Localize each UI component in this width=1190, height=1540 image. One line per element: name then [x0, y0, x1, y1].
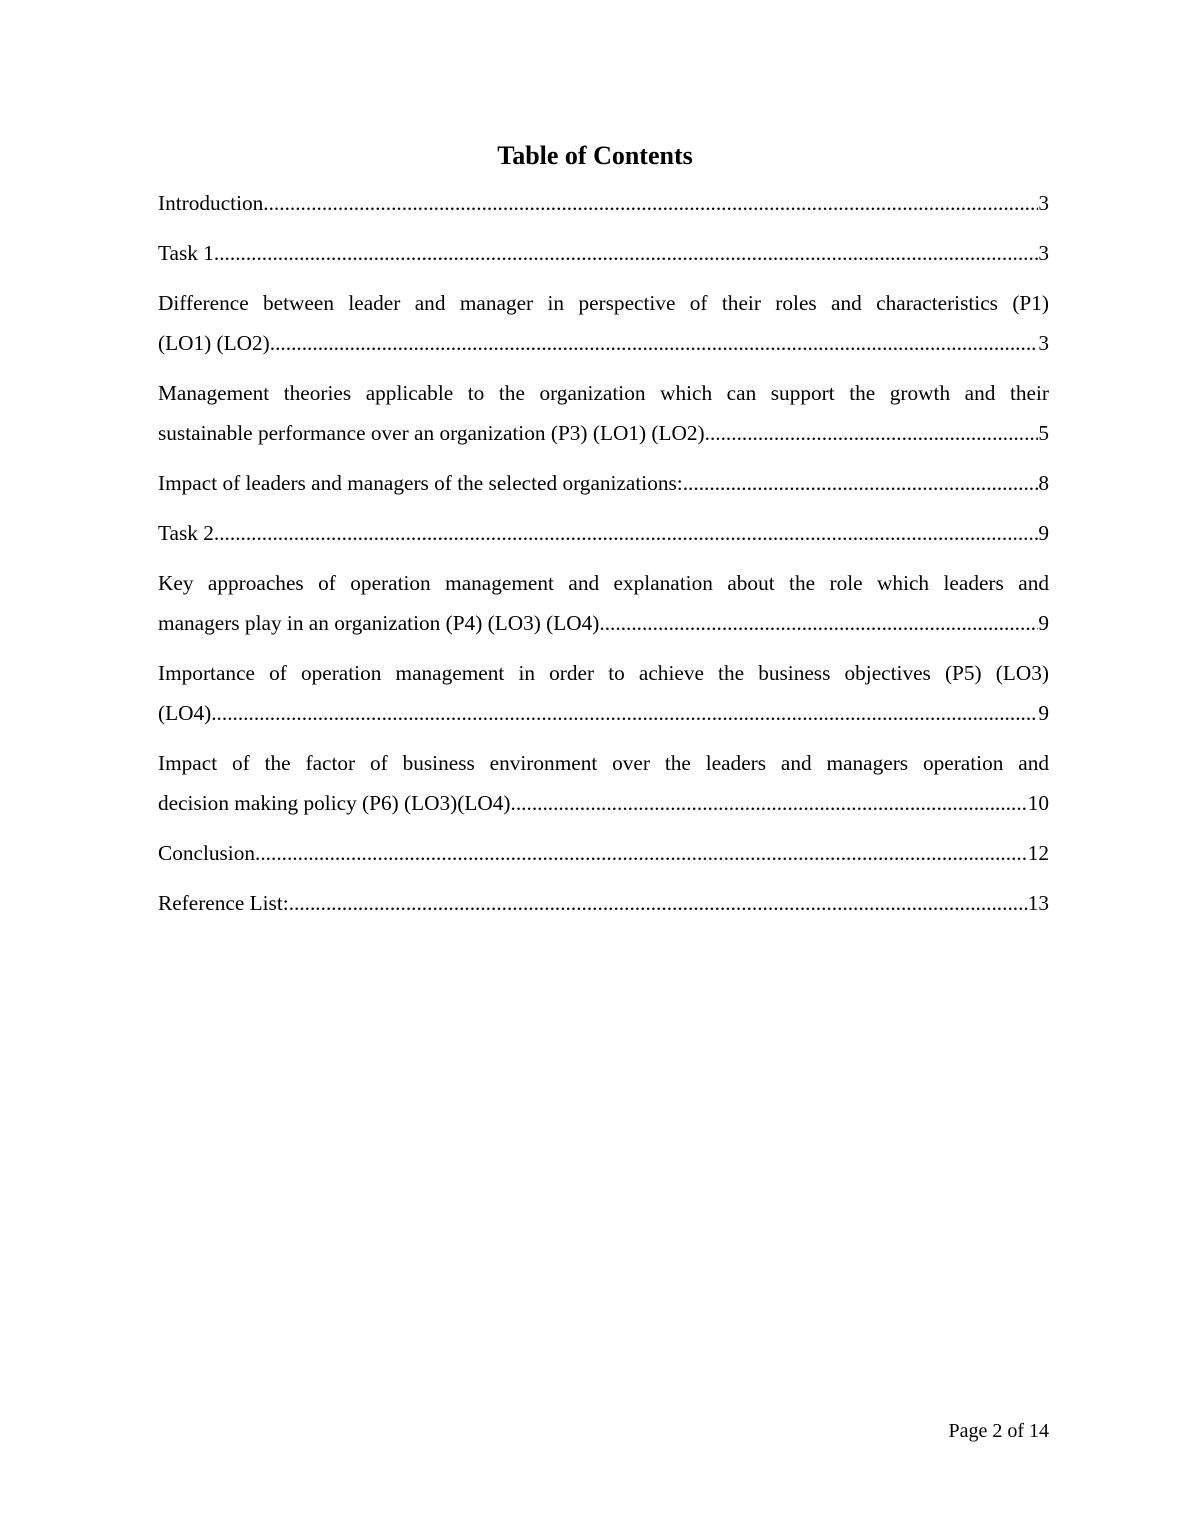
- toc-entry-label: managers play in an organization (P4) (LO3) (LO4): [158, 611, 600, 635]
- toc-entry-line: [158, 413, 1049, 453]
- toc-page-number: 10: [1027, 791, 1049, 815]
- toc-entry-task-1[interactable]: [158, 233, 1049, 273]
- toc-page-number: 12: [1027, 841, 1049, 865]
- toc-entry-line: Importance of operation management in order to achieve the business objectives (P5) (LO3): [158, 661, 1049, 685]
- toc-page-number: 9: [1038, 611, 1049, 635]
- toc-dot-leader: [255, 833, 1028, 873]
- toc-entry-line: [158, 783, 1049, 823]
- toc-page-number: 3: [1038, 331, 1049, 355]
- toc-entry-line: [158, 183, 1049, 223]
- toc-page-number: 3: [1038, 191, 1049, 215]
- toc-entry-line: [158, 693, 1049, 733]
- toc-page-number: 3: [1038, 241, 1049, 265]
- toc-entry-business-environment[interactable]: [158, 743, 1049, 823]
- toc-entry-management-theories[interactable]: [158, 373, 1049, 453]
- toc-entry-impact-of-leaders[interactable]: [158, 463, 1049, 503]
- toc-entry-label: Conclusion: [158, 841, 256, 865]
- toc-entry-reference-list[interactable]: [158, 883, 1049, 923]
- toc-dot-leader: [214, 513, 1038, 553]
- toc-entry-line: Management theories applicable to the organization which can support the growth and their: [158, 381, 1049, 405]
- toc-entry-label: decision making policy (P6) (LO3)(LO4): [158, 791, 511, 815]
- toc-page-number: 8: [1038, 471, 1049, 495]
- toc-entry-label: (LO1) (LO2): [158, 331, 270, 355]
- toc-entry-leader-vs-manager[interactable]: [158, 283, 1049, 363]
- toc-entry-conclusion[interactable]: [158, 833, 1049, 873]
- toc-entry-line: [158, 233, 1049, 273]
- toc-entry-introduction[interactable]: [158, 183, 1049, 223]
- toc-entry-line: [158, 833, 1049, 873]
- toc-entry-label: Impact of leaders and managers of the selected organizations:: [158, 471, 683, 495]
- toc-dot-leader: [289, 883, 1028, 923]
- page-number-footer: Page 2 of 14: [948, 1420, 1049, 1442]
- toc-dot-leader: [263, 183, 1038, 223]
- toc-dot-leader: [270, 323, 1039, 363]
- toc-page-number: 13: [1027, 891, 1049, 915]
- toc-entry-label: sustainable performance over an organization (P3) (LO1) (LO2): [158, 421, 705, 445]
- toc-entry-label: Task 2: [158, 521, 214, 545]
- toc-entry-line: [158, 513, 1049, 553]
- toc-entry-line: [158, 323, 1049, 363]
- toc-entry-label: (LO4): [158, 701, 212, 725]
- toc-entry-label: Task 1: [158, 241, 214, 265]
- toc-entry-importance-of-operation[interactable]: [158, 653, 1049, 733]
- toc-entry-line: [158, 883, 1049, 923]
- toc-page-number: 5: [1038, 421, 1049, 445]
- toc-entry-key-approaches[interactable]: [158, 563, 1049, 643]
- toc-title: Table of Contents: [497, 141, 693, 170]
- toc-dot-leader: [214, 233, 1038, 273]
- toc-entry-line: Key approaches of operation management and explanation about the role which leaders and: [158, 571, 1049, 595]
- toc-dot-leader: [211, 693, 1038, 733]
- toc-page-number: 9: [1038, 521, 1049, 545]
- toc-entry-label: Reference List:: [158, 891, 289, 915]
- toc-page-number: 9: [1038, 701, 1049, 725]
- toc-entry-task-2[interactable]: [158, 513, 1049, 553]
- toc-entry-line: [158, 463, 1049, 503]
- toc-entry-label: Introduction: [158, 191, 264, 215]
- toc-entry-line: Difference between leader and manager in perspective of their roles and characteristics (P1): [158, 291, 1049, 315]
- toc-dot-leader: [511, 783, 1028, 823]
- toc-dot-leader: [683, 463, 1039, 503]
- toc-entry-line: [158, 603, 1049, 643]
- toc-dot-leader: [705, 413, 1039, 453]
- toc-entry-line: Impact of the factor of business environment over the leaders and managers operation and: [158, 751, 1049, 775]
- toc-dot-leader: [599, 603, 1038, 643]
- table-of-contents: [158, 183, 1049, 933]
